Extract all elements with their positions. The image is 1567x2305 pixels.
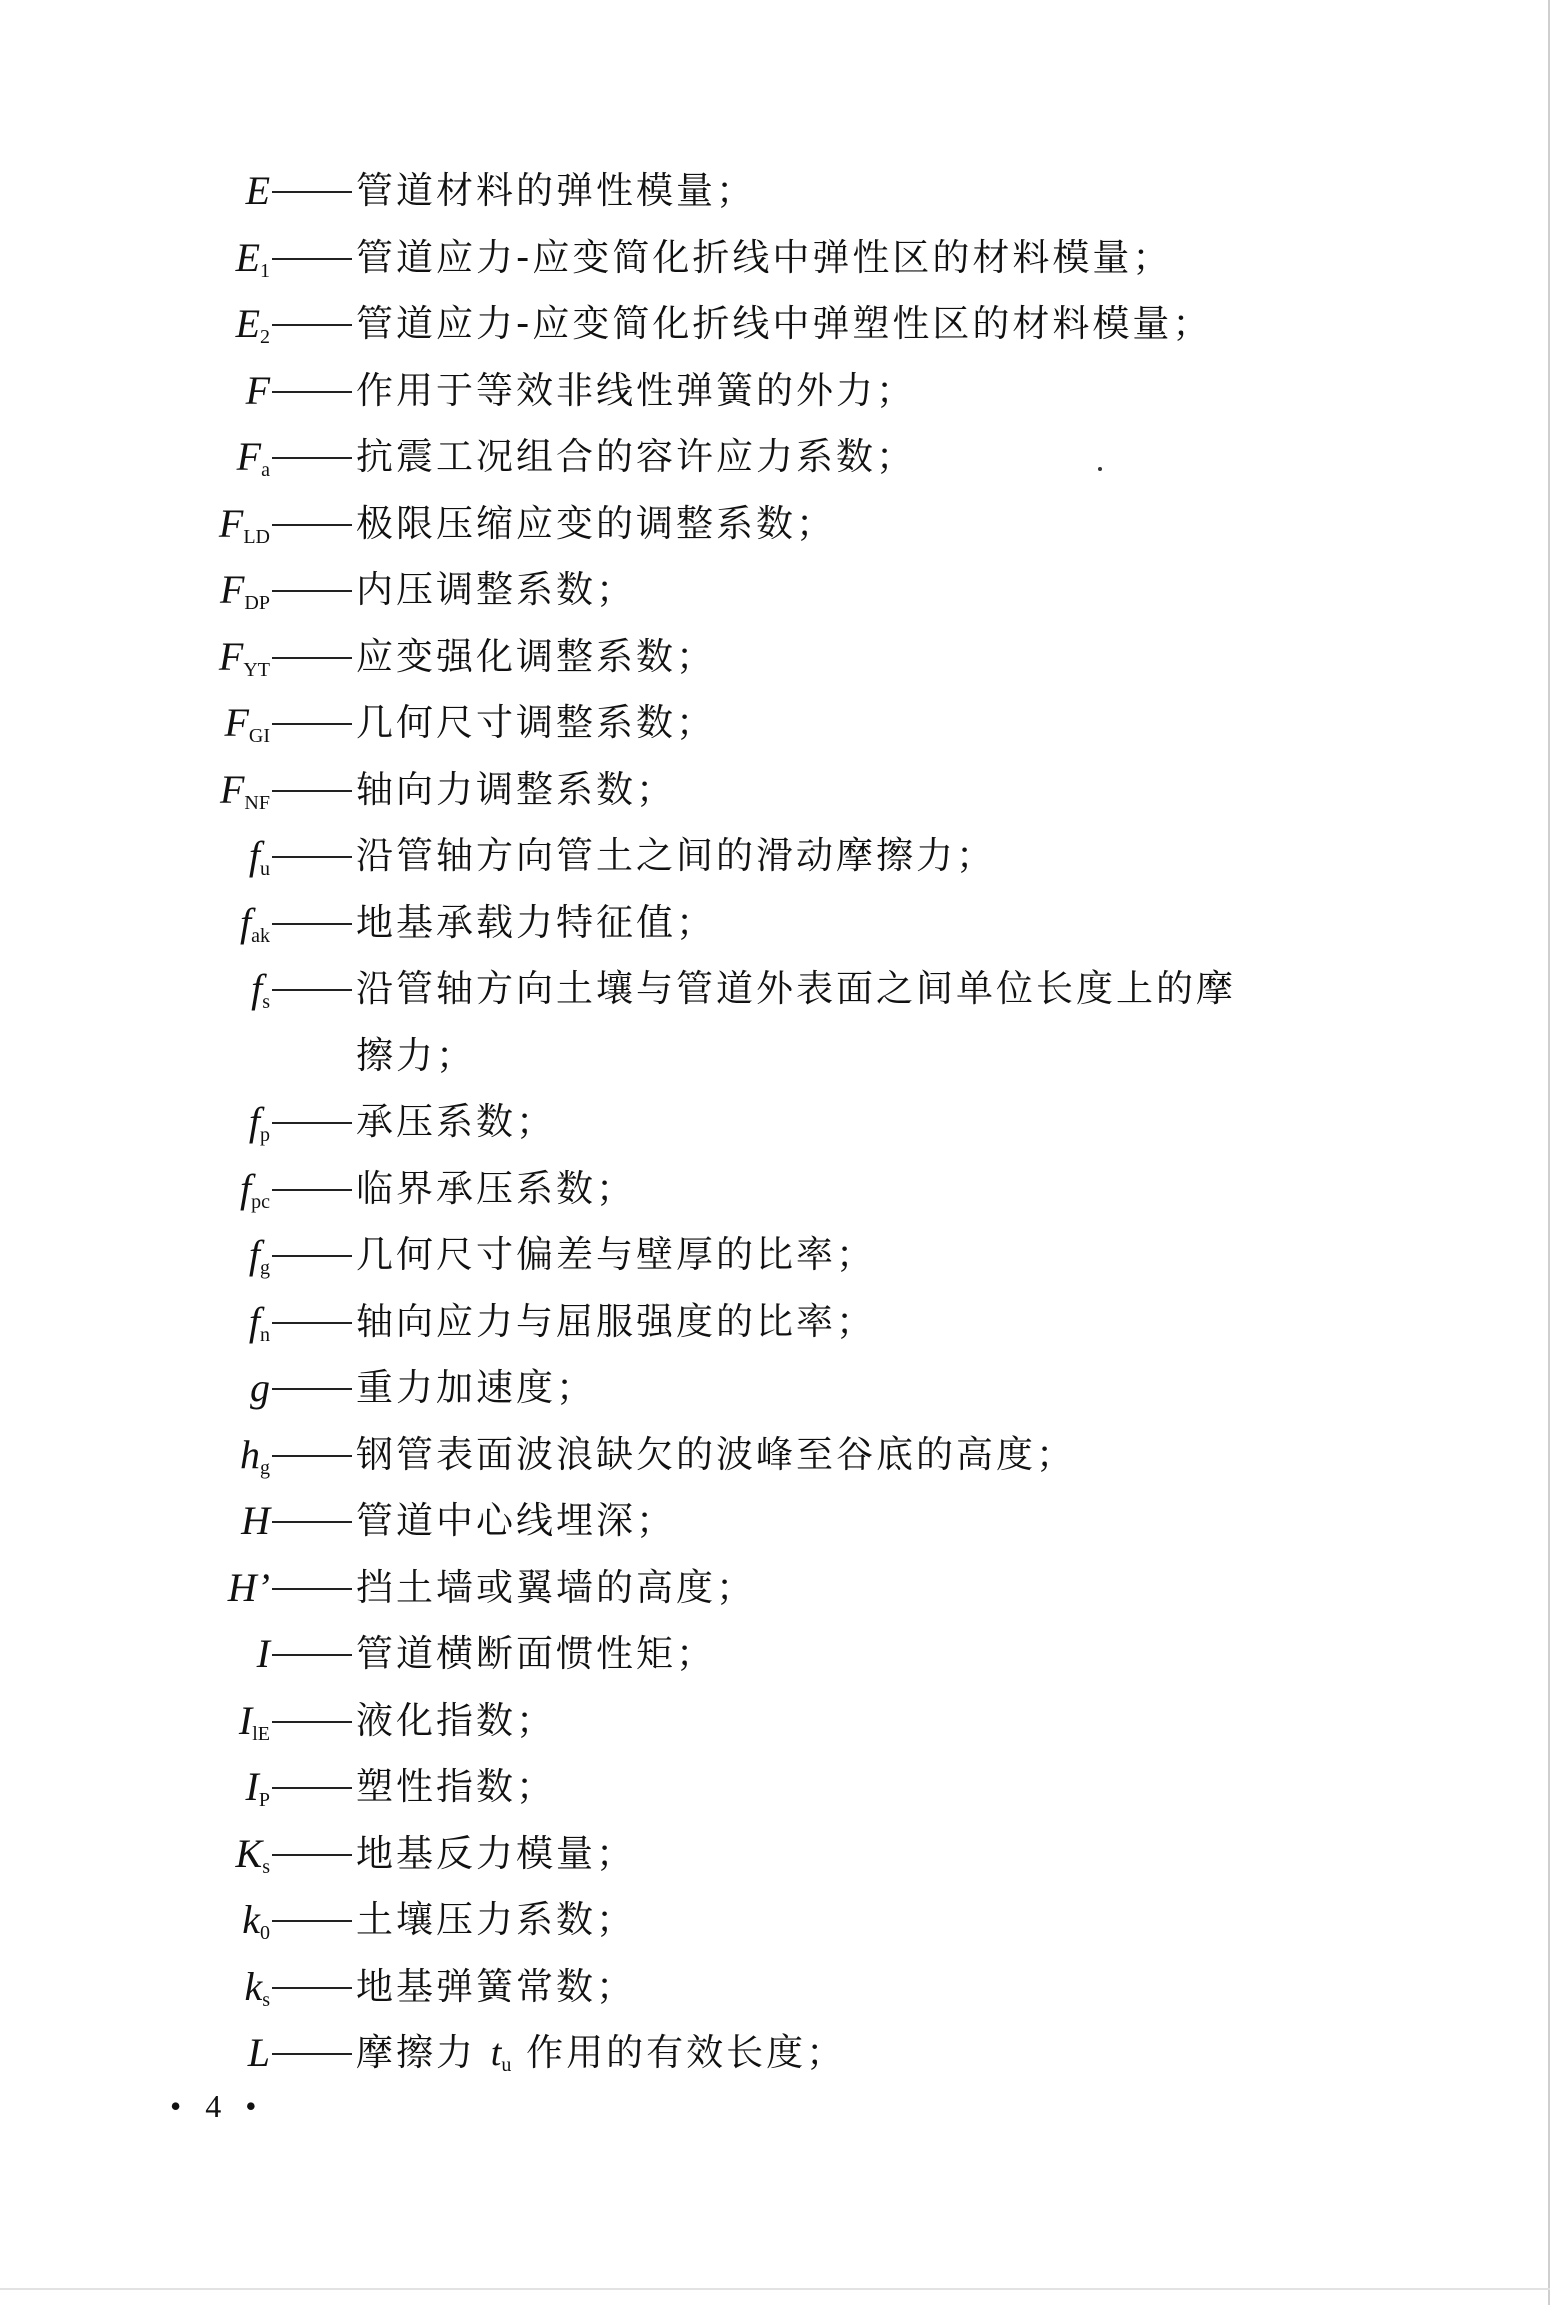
- symbol-description: 几何尺寸调整系数；: [356, 701, 716, 744]
- symbol-entry: [0, 1222, 1548, 1289]
- symbol: $F_{YT}$: [218, 633, 270, 681]
- symbol-subscript: n: [260, 1323, 270, 1346]
- symbol: $f_u$: [248, 833, 270, 880]
- symbol: $K_s$: [235, 1830, 270, 1878]
- symbol-description: 沿管轴方向土壤与管道外表面之间单位长度上的摩 擦力；: [356, 956, 1366, 1089]
- symbol-entry: [0, 491, 1548, 558]
- symbol: I: [256, 1631, 270, 1676]
- symbol-description: 临界承压系数；: [356, 1166, 636, 1210]
- symbol: $f_{ak}$: [239, 899, 270, 947]
- em-dash-separator: [272, 191, 352, 193]
- em-dash-separator: [272, 856, 352, 858]
- symbol-entry: [0, 624, 1548, 691]
- symbol-description: 内压调整系数；: [356, 568, 636, 611]
- em-dash-separator: [272, 1588, 352, 1590]
- symbol-subscript: s: [262, 1855, 270, 1878]
- em-dash-separator: [272, 923, 352, 925]
- em-dash-separator: [272, 1987, 352, 1989]
- symbol-description: 地基承载力特征值；: [356, 900, 716, 944]
- symbol-subscript: g: [260, 1456, 270, 1479]
- symbol-entry: [0, 890, 1548, 957]
- symbol-description: 摩擦力 $t_u$ 作用的有效长度；: [356, 2031, 847, 2076]
- em-dash-separator: [272, 258, 352, 260]
- em-dash-separator: [272, 590, 352, 592]
- symbol-description: 应变强化调整系数；: [356, 634, 716, 678]
- symbol: g: [250, 1365, 270, 1410]
- symbol-entry: [0, 1821, 1548, 1888]
- symbol: $h_g$: [240, 1431, 270, 1479]
- symbol-description: 作用于等效非线性弹簧的外力；: [356, 368, 916, 412]
- symbol-entry: [0, 358, 1548, 425]
- symbol-description: 地基反力模量；: [356, 1831, 636, 1875]
- symbol-description: 抗震工况组合的容许应力系数；: [356, 435, 916, 478]
- symbol: H: [241, 1498, 270, 1543]
- symbol-subscript: GI: [248, 725, 270, 747]
- symbol-description: 管道应力-应变简化折线中弹性区的材料模量；: [356, 235, 1173, 279]
- symbol-entry: [0, 823, 1548, 890]
- em-dash-separator: [272, 2053, 352, 2055]
- symbol-subscript: 2: [260, 326, 270, 348]
- em-dash-separator: [272, 524, 352, 526]
- symbol-description: 管道材料的弹性模量；: [356, 169, 756, 212]
- symbol-description: 极限压缩应变的调整系数；: [356, 501, 836, 545]
- symbol-entry: [0, 225, 1548, 292]
- description-continuation: 擦力；: [356, 1033, 476, 1077]
- em-dash-separator: [272, 1122, 352, 1124]
- em-dash-separator: [272, 657, 352, 659]
- symbol-entry: [0, 1089, 1548, 1156]
- symbol-entry: [0, 690, 1548, 757]
- em-dash-separator: [272, 1721, 352, 1723]
- symbol-entry: [0, 757, 1548, 824]
- symbol-subscript: s: [262, 991, 270, 1013]
- symbol: H’: [227, 1564, 270, 1610]
- em-dash-separator: [272, 723, 352, 725]
- symbol-entry: [0, 1754, 1548, 1821]
- symbol-entry: [0, 424, 1548, 491]
- symbol: $E_2$: [235, 301, 270, 348]
- symbol: $f_p$: [248, 1099, 270, 1146]
- symbol-entry: [0, 1422, 1548, 1489]
- symbol-entry: [0, 158, 1548, 225]
- symbol: L: [247, 2030, 270, 2075]
- symbol-description: 承压系数；: [356, 1100, 556, 1143]
- symbol-subscript: P: [258, 1789, 270, 1811]
- symbol-entry: [0, 1289, 1548, 1356]
- em-dash-separator: [272, 1189, 352, 1191]
- symbol-subscript: lE: [252, 1722, 270, 1745]
- symbol: $f_{pc}$: [239, 1165, 270, 1213]
- em-dash-separator: [272, 1521, 352, 1523]
- symbol-subscript: u: [260, 858, 270, 880]
- em-dash-separator: [272, 1854, 352, 1856]
- symbol: $I_P$: [245, 1764, 270, 1811]
- symbol: $F_a$: [236, 434, 270, 481]
- symbol-description: 地基弹簧常数；: [356, 1964, 636, 2008]
- symbol: E: [245, 168, 270, 213]
- em-dash-separator: [272, 1455, 352, 1457]
- em-dash-separator: [272, 790, 352, 792]
- symbol-description: 挡土墙或翼墙的高度；: [356, 1565, 756, 1609]
- symbol: $k_s$: [244, 1963, 270, 2011]
- symbol-entry: [0, 1156, 1548, 1223]
- symbol-subscript: ak: [251, 924, 270, 947]
- symbol-entry: [0, 557, 1548, 624]
- symbol-subscript: g: [260, 1257, 270, 1279]
- symbol-description: 塑性指数；: [356, 1765, 556, 1808]
- symbol: $f_s$: [251, 966, 270, 1013]
- symbol: $F_{GI}$: [224, 700, 270, 747]
- symbol-subscript: 1: [260, 259, 270, 282]
- symbol-subscript: pc: [251, 1190, 270, 1213]
- page-edge-line: [1548, 0, 1550, 2305]
- symbol-description: 钢管表面波浪缺欠的波峰至谷底的高度；: [356, 1432, 1076, 1476]
- symbol-description: 轴向应力与屈服强度的比率；: [356, 1299, 876, 1343]
- symbol-description: 几何尺寸偏差与壁厚的比率；: [356, 1233, 876, 1276]
- page-number: • 4 •: [170, 2088, 265, 2124]
- symbol: F: [245, 367, 270, 413]
- symbol: $F_{DP}$: [219, 567, 270, 614]
- symbol-subscript: YT: [243, 658, 270, 681]
- symbol: $E_1$: [235, 234, 270, 282]
- symbol-description: 管道应力-应变简化折线中弹塑性区的材料模量；: [356, 302, 1213, 345]
- symbol-description: 土壤压力系数；: [356, 1898, 636, 1941]
- em-dash-separator: [272, 391, 352, 393]
- symbol-entry: [0, 1488, 1548, 1555]
- page-bottom-line: [0, 2288, 1550, 2290]
- symbol-subscript: p: [260, 1124, 270, 1146]
- symbol-entry: [0, 2020, 1548, 2087]
- symbol-entry: [0, 1954, 1548, 2021]
- inline-symbol: $t_u$: [490, 2032, 512, 2076]
- symbol: $f_n$: [248, 1298, 270, 1346]
- symbol-subscript: NF: [244, 791, 270, 814]
- symbol: $f_g$: [248, 1232, 270, 1279]
- em-dash-separator: [272, 457, 352, 459]
- symbol-description: 轴向力调整系数；: [356, 767, 676, 811]
- symbol-entry: [0, 1887, 1548, 1954]
- em-dash-separator: [272, 1654, 352, 1656]
- symbol-description: 沿管轴方向管土之间的滑动摩擦力；: [356, 834, 996, 877]
- symbol-description: 液化指数；: [356, 1698, 556, 1742]
- symbol: $k_0$: [242, 1897, 270, 1944]
- em-dash-separator: [272, 989, 352, 991]
- symbol-entry: [0, 1688, 1548, 1755]
- em-dash-separator: [272, 324, 352, 326]
- symbol-description: 管道中心线埋深；: [356, 1499, 676, 1542]
- symbol: $F_{LD}$: [218, 500, 270, 548]
- em-dash-separator: [272, 1388, 352, 1390]
- symbol-subscript: LD: [243, 525, 270, 548]
- em-dash-separator: [272, 1255, 352, 1257]
- symbol-entry: [0, 1555, 1548, 1622]
- symbol-subscript: a: [261, 459, 270, 481]
- em-dash-separator: [272, 1787, 352, 1789]
- symbol-subscript: DP: [244, 592, 270, 614]
- symbol-description: 管道横断面惯性矩；: [356, 1632, 716, 1675]
- symbol: $F_{NF}$: [219, 766, 270, 814]
- symbol-description: 重力加速度；: [356, 1366, 596, 1409]
- symbol-entry: [0, 956, 1548, 1089]
- symbol-entry: [0, 1621, 1548, 1688]
- symbol: $I_{lE}$: [238, 1697, 270, 1745]
- symbol-list: [0, 158, 1548, 2087]
- symbol-entry: [0, 291, 1548, 358]
- symbol-subscript: s: [262, 1988, 270, 2011]
- em-dash-separator: [272, 1322, 352, 1324]
- em-dash-separator: [272, 1920, 352, 1922]
- symbol-subscript: 0: [260, 1922, 270, 1944]
- symbol-entry: [0, 1355, 1548, 1422]
